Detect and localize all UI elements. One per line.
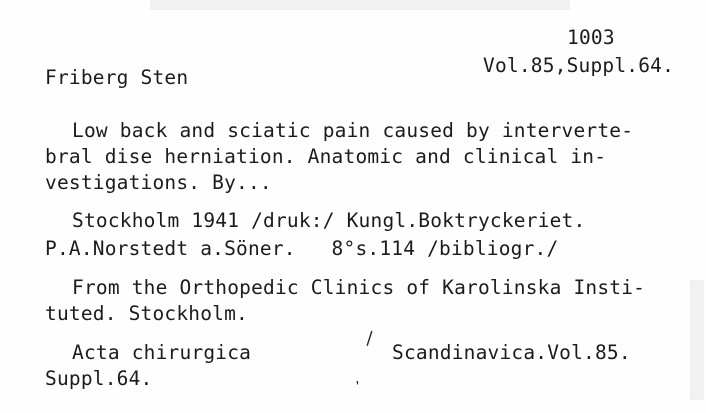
- series-supplement: Suppl.64.: [45, 367, 153, 390]
- title-line-2: bral dise herniation. Anatomic and clinical in-: [45, 145, 607, 168]
- pencil-dash-mark: ,: [351, 370, 362, 388]
- origin-line-2: tuted. Stockholm.: [45, 302, 248, 325]
- origin-line-1: From the Orthopedic Clinics of Karolinska Insti-: [72, 276, 646, 299]
- right-edge-smudge: [690, 280, 704, 400]
- top-edge-smudge: [150, 0, 570, 10]
- imprint-line-2: P.A.Norstedt a.Söner. 8°s.114 /bibliogr./: [45, 237, 559, 260]
- title-line-1: Low back and sciatic pain caused by interverte-: [72, 119, 634, 142]
- series-left: Acta chirurgica: [72, 341, 252, 364]
- imprint-line-1: Stockholm 1941 /druk:/ Kungl.Boktryckeriet.: [72, 209, 586, 232]
- pencil-tick-mark: \: [360, 328, 379, 349]
- author-name: Friberg Sten: [45, 66, 189, 89]
- title-line-3: vestigations. By...: [45, 171, 272, 194]
- card-number: 1003: [567, 26, 615, 49]
- series-right: Scandinavica.Vol.85.: [392, 341, 631, 364]
- volume-reference: Vol.85,Suppl.64.: [483, 54, 675, 77]
